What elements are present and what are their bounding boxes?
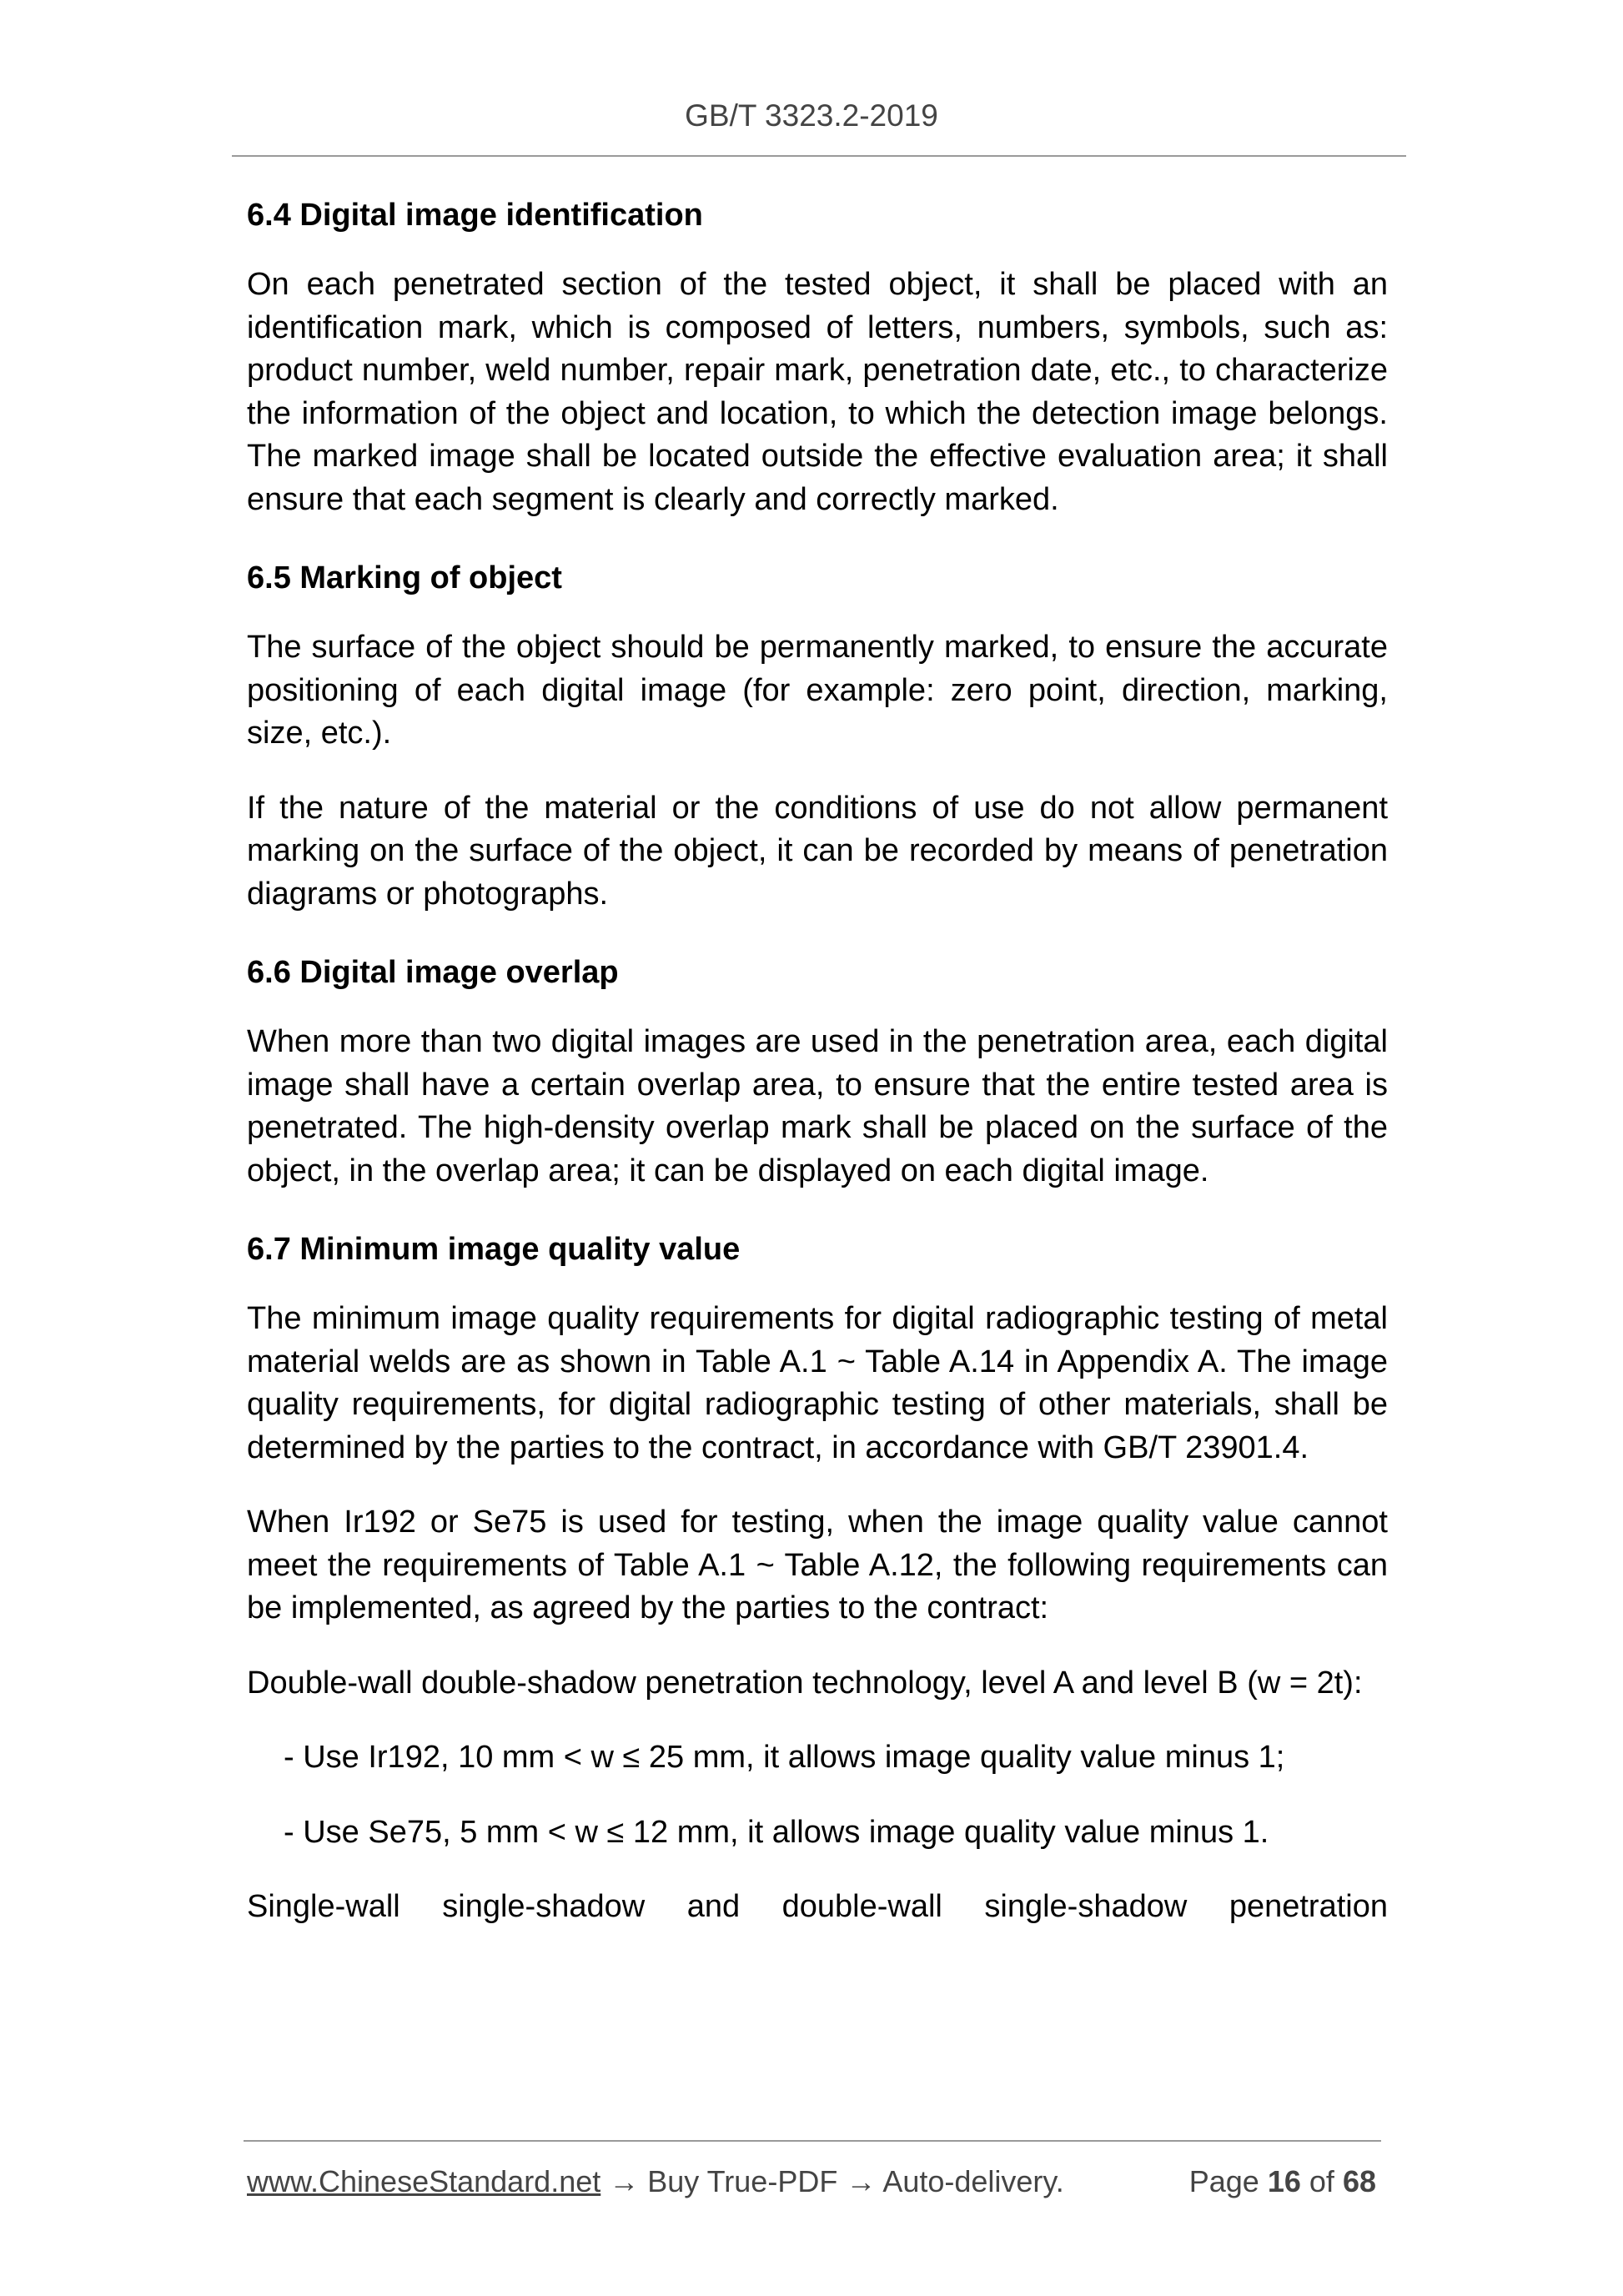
section-6-7-paragraph-1: The minimum image quality requirements for digital radiographic testing of metal material welds are as shown in Table A.1 ~ Table A.14 in Appendix A. The image quality requirements, for digital radiographic testing of other materials, shall be determined by the parties to the contract, in accordance with GB/T 23901.4.	[247, 1301, 1388, 1465]
page-label: Page	[1188, 2164, 1259, 2198]
footer-divider	[244, 2140, 1381, 2142]
page-indicator	[1189, 2162, 1376, 2202]
document-body	[247, 190, 1388, 1961]
footer-tagline: → Buy True-PDF → Auto-delivery.	[600, 2164, 1064, 2198]
section-heading-6-5: 6.5 Marking of object	[247, 560, 562, 595]
page-header-standard-code: GB/T 3323.2-2019	[685, 98, 938, 133]
section-6-4-paragraph-1: On each penetrated section of the tested object, it shall be placed with an identification mark, which is composed of letters, numbers, symbols, such as: product number, weld number, repair mark, penetration date, etc., to characterize the information of the object and location, to which the detection image belongs. The marked image shall be located outside the effective evaluation area; it shall ensure that each segment is clearly and correctly marked.	[247, 267, 1388, 517]
page-number: 16	[1267, 2164, 1301, 2198]
section-6-5-paragraph-2: If the nature of the material or the conditions of use do not allow permanent marking on the surface of the object, it can be recorded by means of penetration diagrams or photographs.	[247, 790, 1388, 912]
header-divider	[232, 155, 1406, 157]
section-heading-6-6: 6.6 Digital image overlap	[247, 955, 619, 990]
section-heading-6-7: 6.7 Minimum image quality value	[247, 1232, 741, 1267]
bullet-item-ir192: - Use Ir192, 10 mm < w ≤ 25 mm, it allows image quality value minus 1;	[284, 1740, 1285, 1775]
section-6-5-paragraph-1: The surface of the object should be permanently marked, to ensure the accurate positioning of each digital image (for example: zero point, direction, marking, size, etc.).	[247, 630, 1388, 751]
section-6-6-paragraph-1: When more than two digital images are used in the penetration area, each digital image shall have a certain overlap area, to ensure that the entire tested area is penetrated. The high-density overlap mark shall be placed on the surface of the object, in the overlap area; it can be displayed on each digital image.	[247, 1024, 1388, 1188]
bullet-item-se75: - Use Se75, 5 mm < w ≤ 12 mm, it allows image quality value minus 1.	[284, 1814, 1269, 1850]
page-footer	[247, 2162, 1376, 2202]
section-6-7-paragraph-3: Double-wall double-shadow penetration technology, level A and level B (w = 2t):	[247, 1665, 1363, 1701]
section-6-7-paragraph-2: When Ir192 or Se75 is used for testing, when the image quality value cannot meet the requirements of Table A.1 ~ Table A.12, the following requirements can be implemented, as agreed by the parties to the contract:	[247, 1505, 1388, 1625]
footer-site-link[interactable]: www.ChineseStandard.net	[247, 2164, 601, 2198]
section-6-7-trailing-line: Single-wall single-shadow and double-wall single-shadow penetration	[247, 1889, 1388, 1924]
section-heading-6-4: 6.4 Digital image identification	[247, 198, 703, 233]
page-of-label: of	[1309, 2164, 1334, 2198]
page-total: 68	[1342, 2164, 1376, 2198]
